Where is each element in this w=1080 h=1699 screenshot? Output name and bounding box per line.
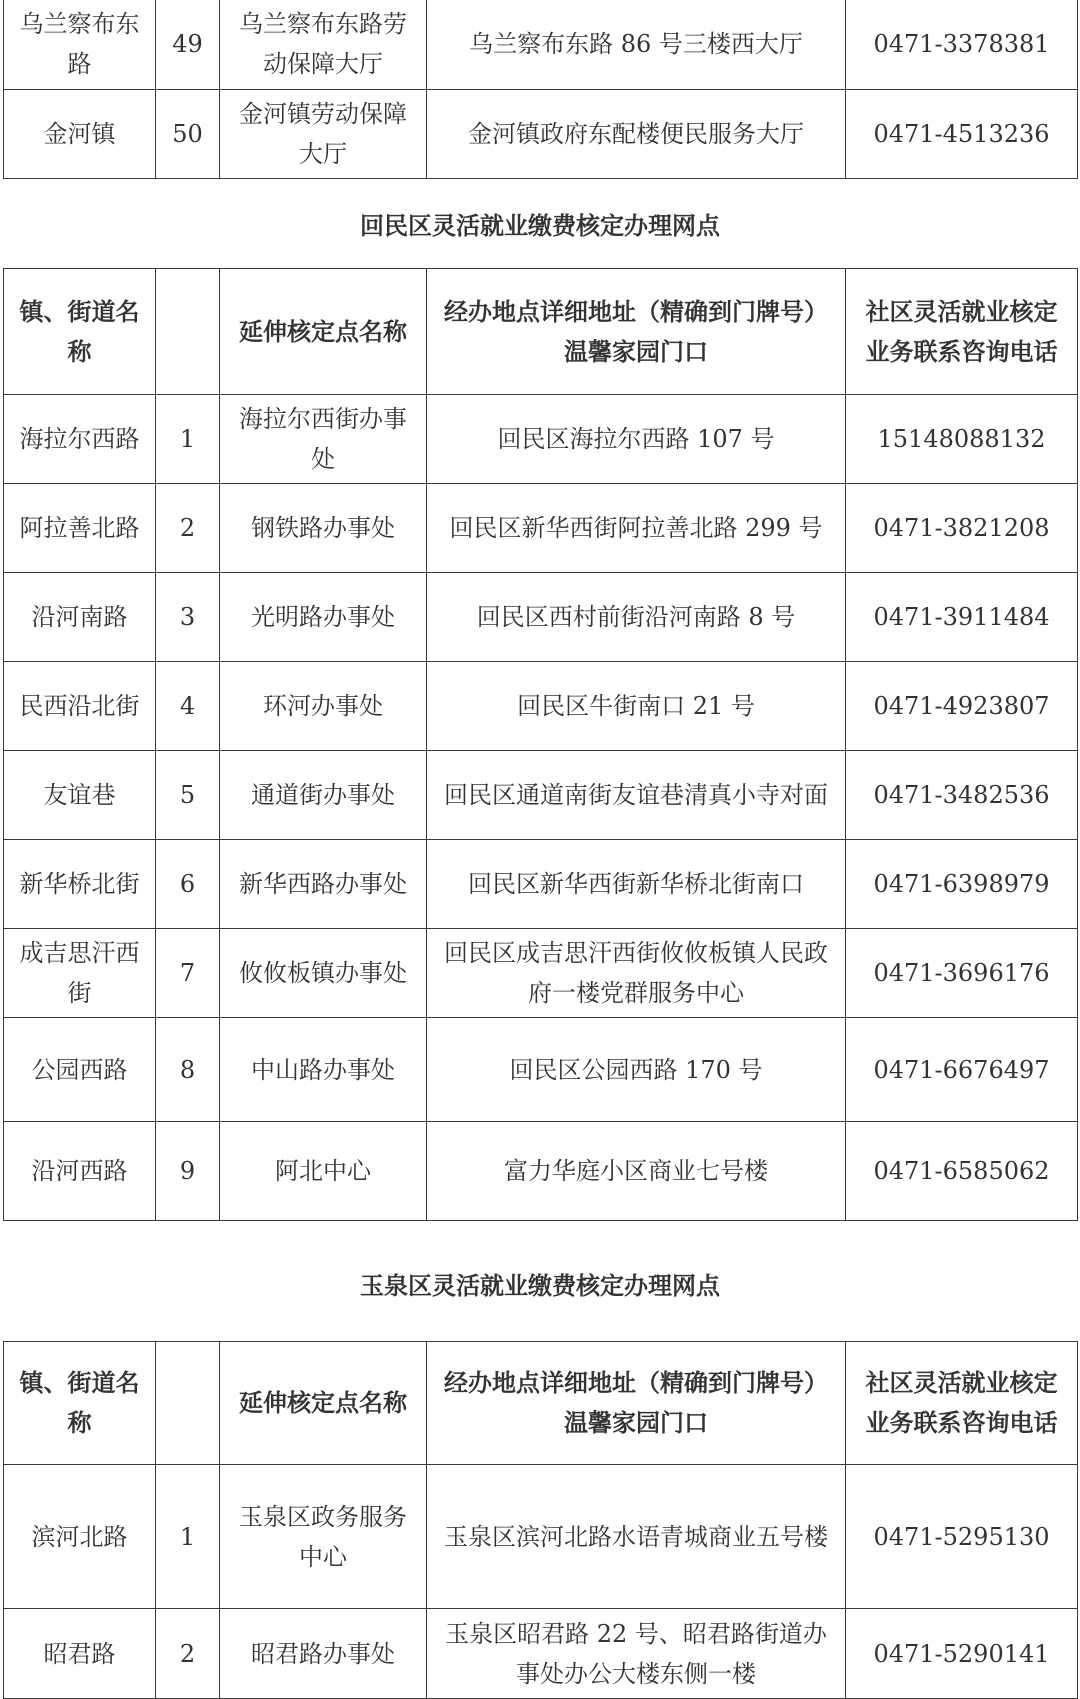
cell-phone: 0471-3911484 (846, 573, 1078, 662)
cell-no: 49 (156, 0, 220, 90)
cell-address: 乌兰察布东路 86 号三楼西大厅 (427, 0, 846, 90)
cell-address: 玉泉区滨河北路水语青城商业五号楼 (427, 1465, 846, 1609)
cell-town: 沿河南路 (4, 573, 156, 662)
cell-point: 中山路办事处 (220, 1018, 427, 1122)
cell-phone: 0471-5295130 (846, 1465, 1078, 1609)
cell-phone: 0471-3482536 (846, 751, 1078, 840)
cell-no: 7 (156, 929, 220, 1018)
cell-town: 金河镇 (4, 90, 156, 179)
header-town: 镇、街道名称 (4, 269, 156, 395)
cell-no: 2 (156, 1609, 220, 1699)
cell-phone: 0471-3821208 (846, 484, 1078, 573)
cell-town: 沿河西路 (4, 1122, 156, 1221)
cell-address: 回民区海拉尔西路 107 号 (427, 395, 846, 484)
cell-town: 海拉尔西路 (4, 395, 156, 484)
cell-point: 环河办事处 (220, 662, 427, 751)
cell-town: 公园西路 (4, 1018, 156, 1122)
cell-point: 钢铁路办事处 (220, 484, 427, 573)
header-phone: 社区灵活就业核定业务联系咨询电话 (846, 269, 1078, 395)
table-row (4, 662, 1078, 751)
cell-town: 新华桥北街 (4, 840, 156, 929)
cell-phone: 0471-3696176 (846, 929, 1078, 1018)
cell-phone: 0471-3378381 (846, 0, 1078, 90)
table-section1 (3, 0, 1078, 179)
table-row (4, 1465, 1078, 1609)
cell-no: 1 (156, 395, 220, 484)
cell-address: 玉泉区昭君路 22 号、昭君路街道办事处办公大楼东侧一楼 (427, 1609, 846, 1699)
cell-town: 阿拉善北路 (4, 484, 156, 573)
table-row (4, 395, 1078, 484)
cell-address: 回民区成吉思汗西街攸攸板镇人民政府一楼党群服务中心 (427, 929, 846, 1018)
cell-no: 3 (156, 573, 220, 662)
cell-phone: 15148088132 (846, 395, 1078, 484)
cell-town: 民西沿北街 (4, 662, 156, 751)
header-point: 延伸核定点名称 (220, 269, 427, 395)
table-section3 (3, 1341, 1078, 1699)
table-row (4, 840, 1078, 929)
cell-point: 玉泉区政务服务中心 (220, 1465, 427, 1609)
cell-address: 富力华庭小区商业七号楼 (427, 1122, 846, 1221)
section-title-huimin: 回民区灵活就业缴费核定办理网点 (360, 211, 720, 240)
cell-phone: 0471-4513236 (846, 90, 1078, 179)
cell-no: 4 (156, 662, 220, 751)
table-row (4, 484, 1078, 573)
cell-point: 阿北中心 (220, 1122, 427, 1221)
table-row (4, 0, 1078, 90)
cell-no: 2 (156, 484, 220, 573)
header-no (156, 269, 220, 395)
section-title-yuquan: 玉泉区灵活就业缴费核定办理网点 (360, 1271, 720, 1300)
header-town: 镇、街道名称 (4, 1342, 156, 1465)
header-address: 经办地点详细地址（精确到门牌号）温馨家园门口 (427, 269, 846, 395)
cell-no: 9 (156, 1122, 220, 1221)
cell-point: 乌兰察布东路劳动保障大厅 (220, 0, 427, 90)
cell-town: 滨河北路 (4, 1465, 156, 1609)
cell-no: 6 (156, 840, 220, 929)
cell-point: 通道街办事处 (220, 751, 427, 840)
cell-no: 50 (156, 90, 220, 179)
table-row (4, 1122, 1078, 1221)
table-header-row (4, 269, 1078, 395)
cell-point: 光明路办事处 (220, 573, 427, 662)
header-no (156, 1342, 220, 1465)
cell-phone: 0471-6676497 (846, 1018, 1078, 1122)
cell-point: 海拉尔西街办事处 (220, 395, 427, 484)
table-row (4, 1609, 1078, 1699)
cell-phone: 0471-6585062 (846, 1122, 1078, 1221)
header-point: 延伸核定点名称 (220, 1342, 427, 1465)
cell-address: 回民区新华西街新华桥北街南口 (427, 840, 846, 929)
cell-address: 回民区西村前街沿河南路 8 号 (427, 573, 846, 662)
cell-point: 金河镇劳动保障大厅 (220, 90, 427, 179)
header-address: 经办地点详细地址（精确到门牌号）温馨家园门口 (427, 1342, 846, 1465)
cell-address: 回民区牛街南口 21 号 (427, 662, 846, 751)
cell-address: 回民区通道南街友谊巷清真小寺对面 (427, 751, 846, 840)
cell-town: 昭君路 (4, 1609, 156, 1699)
cell-address: 回民区公园西路 170 号 (427, 1018, 846, 1122)
cell-address: 回民区新华西街阿拉善北路 299 号 (427, 484, 846, 573)
table-row (4, 573, 1078, 662)
cell-phone: 0471-4923807 (846, 662, 1078, 751)
cell-town: 友谊巷 (4, 751, 156, 840)
cell-point: 昭君路办事处 (220, 1609, 427, 1699)
table-row (4, 1018, 1078, 1122)
table-header-row (4, 1342, 1078, 1465)
header-phone: 社区灵活就业核定业务联系咨询电话 (846, 1342, 1078, 1465)
cell-phone: 0471-5290141 (846, 1609, 1078, 1699)
table-row (4, 751, 1078, 840)
table-section2 (3, 268, 1078, 1221)
cell-address: 金河镇政府东配楼便民服务大厅 (427, 90, 846, 179)
cell-town: 乌兰察布东路 (4, 0, 156, 90)
cell-no: 8 (156, 1018, 220, 1122)
cell-phone: 0471-6398979 (846, 840, 1078, 929)
cell-town: 成吉思汗西街 (4, 929, 156, 1018)
cell-point: 攸攸板镇办事处 (220, 929, 427, 1018)
cell-no: 1 (156, 1465, 220, 1609)
cell-no: 5 (156, 751, 220, 840)
table-row (4, 90, 1078, 179)
table-row (4, 929, 1078, 1018)
cell-point: 新华西路办事处 (220, 840, 427, 929)
